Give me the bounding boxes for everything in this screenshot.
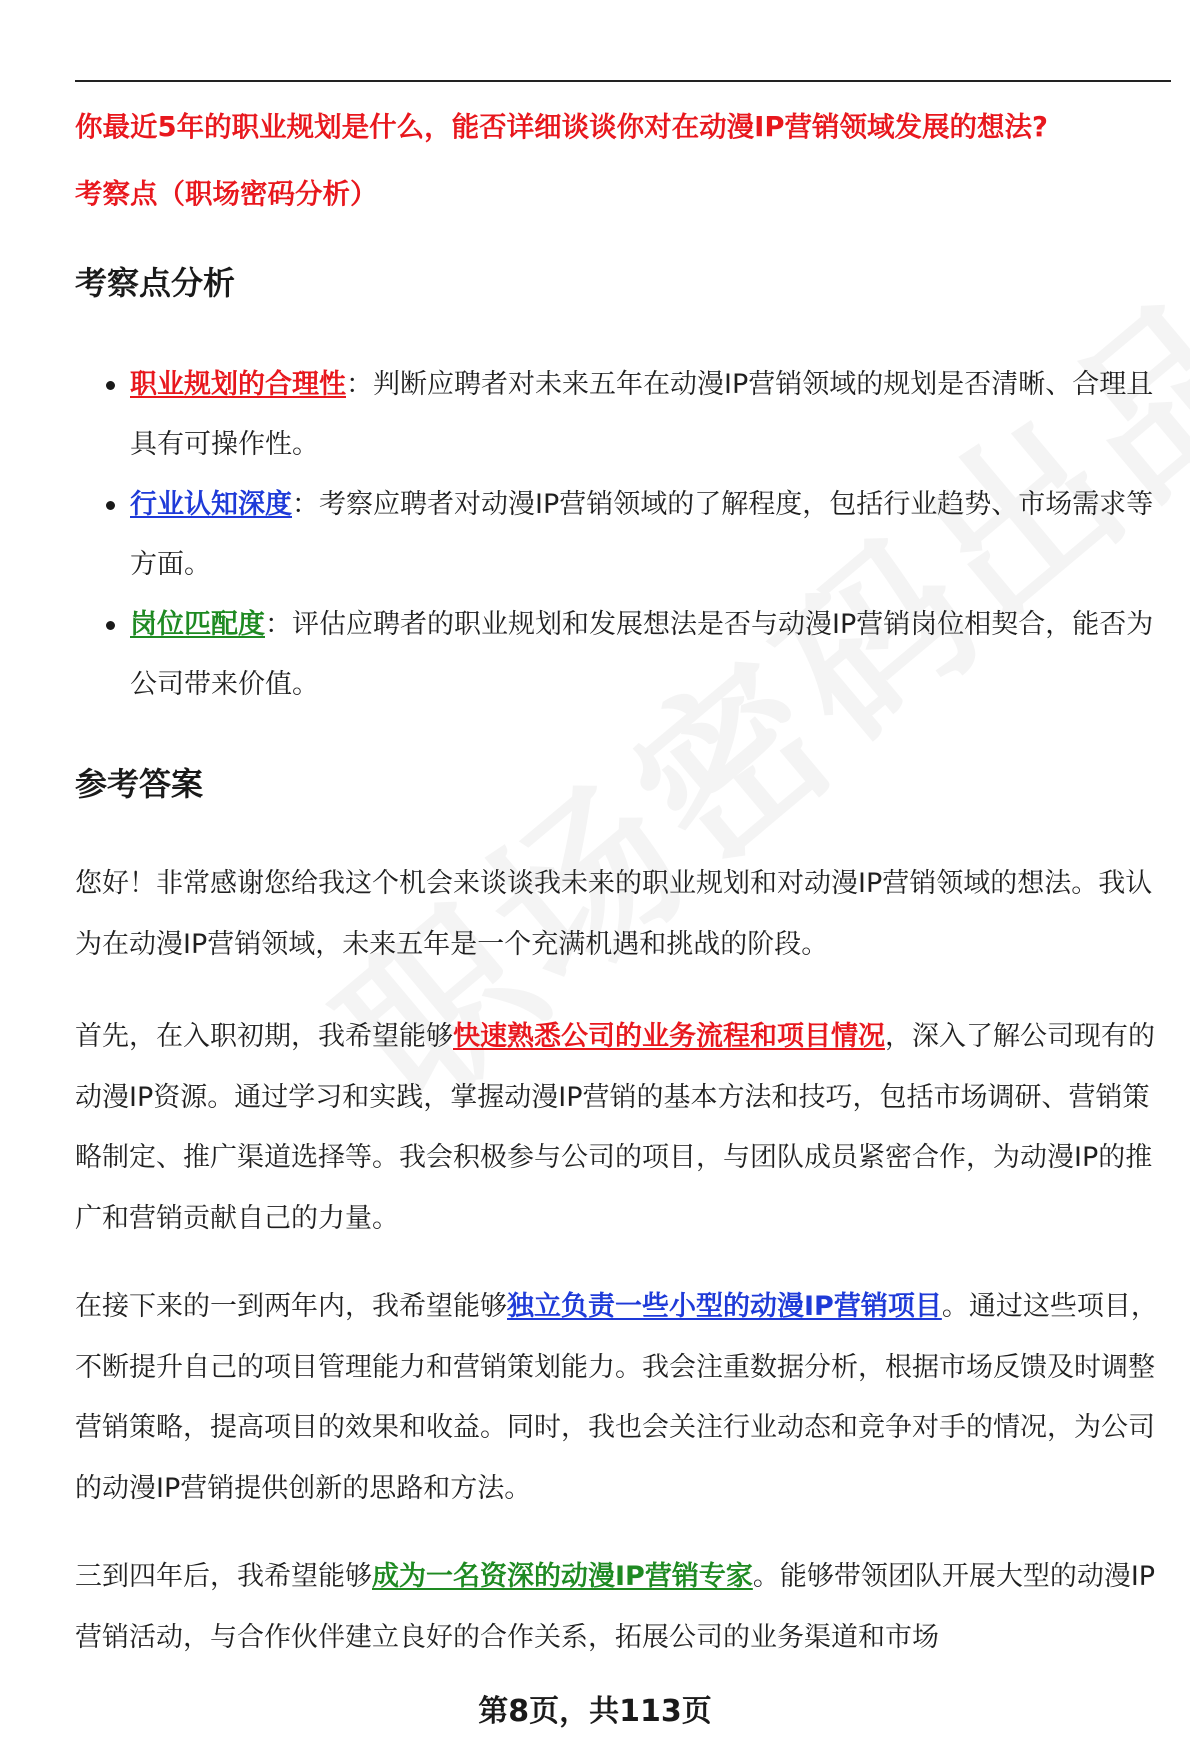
- analysis-list: [100, 355, 1160, 715]
- answer-paragraph: [75, 1007, 1170, 1249]
- paragraph-text: 您好！非常感谢您给我这个机会来谈谈我未来的职业规划和对动漫IP营销领域的想法。我认为在动漫IP营销领域，未来五年是一个充满机遇和挑战的阶段。: [75, 868, 1153, 960]
- analysis-heading: 考察点分析: [75, 264, 236, 302]
- analysis-keyword: 岗位匹配度: [130, 609, 265, 640]
- highlight-keyword: 成为一名资深的动漫IP营销专家: [372, 1561, 753, 1592]
- analysis-item: [100, 595, 1160, 715]
- answer-paragraph: [75, 1277, 1170, 1519]
- paragraph-text: 三到四年后，我希望能够: [75, 1561, 372, 1592]
- answer-paragraph: [75, 854, 1170, 975]
- top-divider: [75, 80, 1171, 82]
- highlight-keyword: 快速熟悉公司的业务流程和项目情况: [453, 1021, 885, 1052]
- analysis-text: ：评估应聘者的职业规划和发展想法是否与动漫IP营销岗位相契合，能否为公司带来价值。: [130, 609, 1154, 700]
- analysis-item: [100, 355, 1160, 475]
- paragraph-text: 。通过这些项目，不断提升自己的项目管理能力和营销策划能力。我会注重数据分析，根据市场反馈及时调整营销策略，提高项目的效果和收益。同时，我也会关注行业动态和竞争对手的情况，为公司的动漫IP营销提供创新的思路和方法。: [75, 1291, 1158, 1504]
- paragraph-text: 首先，在入职初期，我希望能够: [75, 1021, 453, 1052]
- paragraph-text: 。能够带领团队开展大型的动漫IP营销活动，与合作伙伴建立良好的合作关系，拓展公司的业务渠道和市场: [75, 1561, 1156, 1653]
- paragraph-text: ，深入了解公司现有的动漫IP资源。通过学习和实践，掌握动漫IP营销的基本方法和技巧，包括市场调研、营销策略制定、推广渠道选择等。我会积极参与公司的项目，与团队成员紧密合作，为动漫IP的推广和营销贡献自己的力量。: [75, 1021, 1155, 1234]
- analysis-text: ：考察应聘者对动漫IP营销领域的了解程度，包括行业趋势、市场需求等方面。: [130, 489, 1154, 580]
- bullet-dot: [106, 501, 115, 510]
- question-subtitle: 考察点（职场密码分析）: [75, 178, 378, 210]
- bullet-dot: [106, 621, 115, 630]
- analysis-text: ：判断应聘者对未来五年在动漫IP营销领域的规划是否清晰、合理且具有可操作性。: [130, 369, 1154, 460]
- highlight-keyword: 独立负责一些小型的动漫IP营销项目: [507, 1291, 942, 1322]
- paragraph-text: 在接下来的一到两年内，我希望能够: [75, 1291, 507, 1322]
- question-title: 你最近5年的职业规划是什么，能否详细谈谈你对在动漫IP营销领域发展的想法?: [75, 111, 1048, 143]
- page-number: 第8页，共113页: [478, 1694, 712, 1729]
- analysis-item: [100, 475, 1160, 595]
- answer-heading: 参考答案: [75, 765, 204, 803]
- bullet-dot: [106, 381, 115, 390]
- analysis-keyword: 行业认知深度: [130, 489, 292, 520]
- answer-paragraph: [75, 1547, 1170, 1668]
- analysis-keyword: 职业规划的合理性: [130, 369, 346, 400]
